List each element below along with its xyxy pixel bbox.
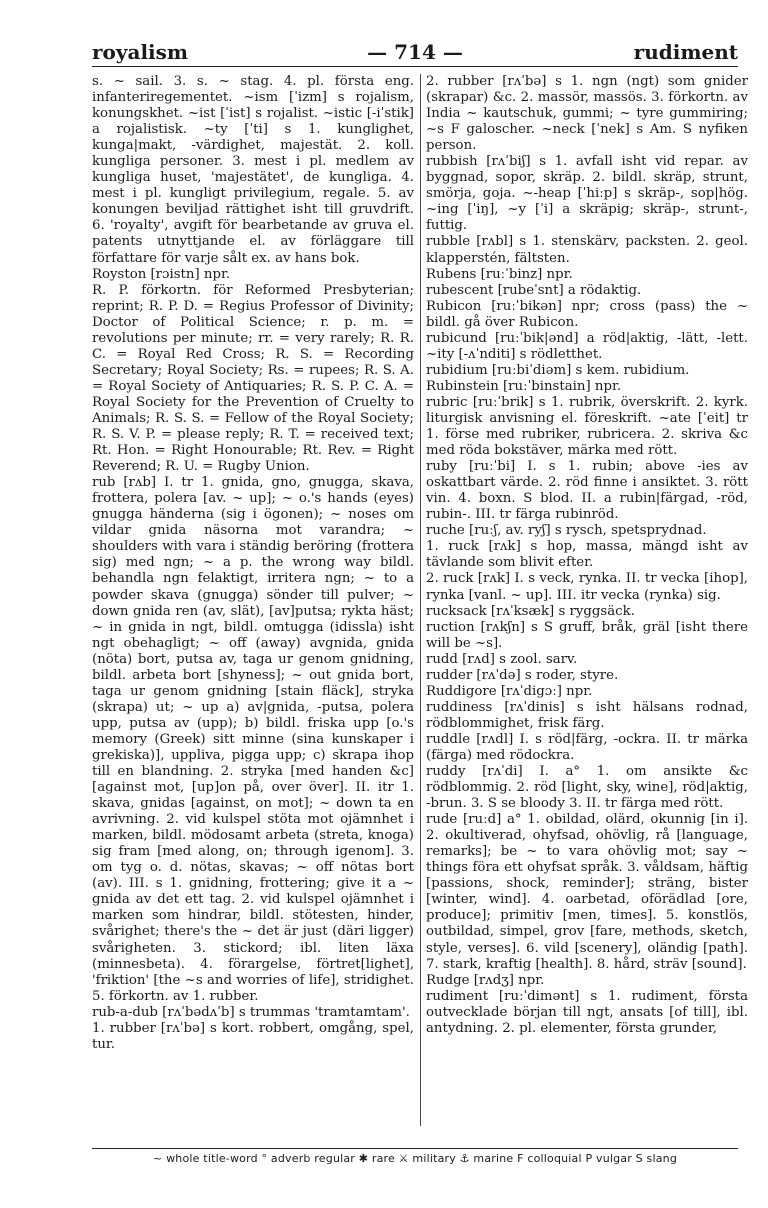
dictionary-entry: R. P. förkortn. för Reformed Presbyterian; reprint; R. P. D. = Regius Professor of Divinity; Doctor of Political Science; r. p. m. = revolutions per minute; rr. = very rarely; R. R. C. = Royal Red Cross; R. S. = Recording Secretary; Royal Society; Rs. = rupees; R. S. A. = Royal Society of Antiquaries; R. S. P. C. A. = Royal Society for the Prevention of Cruelty to Animals; R. S. S. = Fellow of the Royal Society; R. S. V. P. = please reply; R. T. = received text; Rt. Hon. = Right Honourable; Rt. Rev. = Right Reverend; R. U. = Rugby Union.: [92, 282, 414, 475]
dictionary-entry: ruction [rʌkʃn] s S gruff, bråk, gräl [isht there will be ~s].: [426, 619, 748, 651]
dictionary-entry: rudiment [ruːˈdimənt] s 1. rudiment, första outvecklade början till ngt, ansats [of till], ibl. antydning. 2. pl. elementer, första grunder,: [426, 988, 748, 1036]
dictionary-entry: rubble [rʌbl] s 1. stenskärv, packsten. 2. geol. klapperstén, fältsten.: [426, 234, 748, 266]
dictionary-entry: Royston [rɔistn] npr.: [92, 266, 231, 282]
dictionary-entry: Ruddigore [rʌˈdigɔː] npr.: [426, 683, 593, 699]
dictionary-entry: ruche [ruːʃ, av. ryʃ] s rysch, spetsprydnad.: [426, 523, 707, 539]
footer-rule: [92, 1148, 738, 1149]
dictionary-entry: Rubinstein [ruːˈbinstain] npr.: [426, 378, 622, 394]
dictionary-entry: rub [rʌb] I. tr 1. gnida, gno, gnugga, skava, frottera, polera [av. ~ up]; ~ o.'s hands (eyes) gnugga händerna (sig i ögonen); ~ noses om vildar gnida näsorna mot varandra; ~ shoulders with vara i ständig beröring (frottera sig) med ngn; ~ a p. the wrong way bildl. behandla ngn felaktigt, irritera ngn; ~ to a powder skava (gnugga) sönder till pulver; ~ down gnida ren (av, slät), [av]putsa; rykta häst; ~ in gnida in ngt, bildl. omtugga (idissla) isht ngt obehagligt; ~ off (away) avgnida, gnida (nöta) bort, putsa av, taga ur genom gnidning, bildl. arbeta bort [shyness]; ~ out gnida bort, taga ur genom gnidning [stain fläck], stryka (skrapa) ut; ~ up a) av|gnida, -putsa, polera upp, putsa av (upp); b) bildl. friska upp [o.'s memory (Greek) sitt minne (sina kunskaper i grekiska)], uppliva, pigga upp; c) skrapa ihop till en blandning. 2. stryka [med handen &c] [against mot, [up]on på, over över]. II. itr 1. skava, gnidas [against, on mot]; ~ down ta en avrivning. 2. vid kulspel stöta mot ojämnhet i marken, bildl. mödosamt arbeta (streta, knoga) sig fram [med along, on; through igenom]. 3. om tyg o. d. nötas, skavas; ~ off nötas bort (av). III. s 1. gnidning, frottering; give it a ~ gnida av det ett tag. 2. vid kulspel ojämnhet i marken som hindrar, bildl. stötesten, hinder, svårighet; there's the ~ det är just (däri ligger) svårigheten. 3. stickord; ibl. liten läxa (minnesbeta). 4. förargelse, förtret[lighet], 'friktion' [the ~s and worries of life], stridighet. 5. förkortn. av 1. rubber.: [92, 475, 414, 1004]
dictionary-entry: rubescent [rubeˈsnt] a rödaktig.: [426, 282, 642, 298]
dictionary-entry: Rubens [ruːˈbinz] npr.: [426, 266, 573, 282]
right-column: [426, 74, 748, 1037]
dictionary-entry: 1. ruck [rʌk] s hop, massa, mängd isht av tävlande som blivit efter.: [426, 539, 748, 571]
dictionary-entry: rude [ruːd] a° 1. obildad, olärd, okunnig [in i]. 2. okultiverad, ohyfsad, ohövlig, rå [language, remarks]; be ~ to vara ohövlig mot; say ~ things föra ett ohyfsat språk. 3. våldsam, häftig [passions, shock, reminder]; sträng, bister [winter, wind]. 4. oarbetad, oförädlad [ore, produce]; primitiv [men, times]. 5. konstlös, outbildad, simpel, grov [fare, methods, sketch, style, verses]. 6. vild [scenery], oländig [path]. 7. stark, kraftig [health]. 8. hård, sträv [sound].: [426, 812, 748, 972]
dictionary-entry: ruddy [rʌˈdi] I. a° 1. om ansikte &c rödblommig. 2. röd [light, sky, wine], röd|aktig, -brun. 3. S se bloody 3. II. tr färga med rött.: [426, 764, 748, 812]
dictionary-entry: rudder [rʌˈdə] s roder, styre.: [426, 667, 619, 683]
left-column: [92, 74, 414, 1053]
header-right-guide-word: rudiment: [633, 40, 738, 64]
dictionary-entry: rubbish [rʌˈbiʃ] s 1. avfall isht vid repar. av byggnad, sopor, skräp. 2. bildl. skräp, strunt, smörja, goja. ~-heap [ˈhiːp] s skräp-, sop|hög. ~ing [ˈiŋ], ~y [ˈi] a skräpig; skräp-, strunt-, futtig.: [426, 154, 748, 234]
dictionary-entry: 2. rubber [rʌˈbə] s 1. ngn (ngt) som gnider (skrapar) &c. 2. massör, massös. 3. förkortn. av India ~ kautschuk, gummi; ~ tyre gummiring; ~s F galoscher. ~neck [ˈnek] s Am. S nyfiken person.: [426, 74, 748, 154]
dictionary-entry: rubicund [ruːˈbik|ənd] a röd|aktig, -lätt, -lett. ~ity [-ʌˈnditi] s rödletthet.: [426, 330, 748, 362]
column-divider: [420, 74, 421, 1126]
page-number: — 714 —: [367, 40, 463, 64]
dictionary-entry: rubidium [ruːbiˈdiəm] s kem. rubidium.: [426, 362, 690, 378]
dictionary-entry: rubric [ruːˈbrik] s 1. rubrik, överskrift. 2. kyrk. liturgisk anvisning el. föreskrift. ~ate [ˈeit] tr 1. förse med rubriker, rubricera. 2. skriva &c med röda bokstäver, märka med rött.: [426, 394, 748, 459]
dictionary-entry: rucksack [rʌˈksæk] s ryggsäck.: [426, 603, 635, 619]
dictionary-entry: ruddiness [rʌˈdinis] s isht hälsans rodnad, rödblommighet, frisk färg.: [426, 699, 748, 731]
dictionary-entry: ruddle [rʌdl] I. s röd|färg, -ockra. II. tr märka (färga) med rödockra.: [426, 731, 748, 763]
dictionary-entry: 2. ruck [rʌk] I. s veck, rynka. II. tr vecka [ihop], rynka [vanl. ~ up]. III. itr vecka (rynka) sig.: [426, 571, 748, 603]
dictionary-entry: ruby [ruːˈbi] I. s 1. rubin; above -ies av oskattbart värde. 2. röd finne i ansiktet. 3. rött vin. 4. boxn. S blod. II. a rubin|färgad, -röd, rubin-. III. tr färga rubinröd.: [426, 459, 748, 523]
dictionary-entry: Rubicon [ruːˈbikən] npr; cross (pass) the ~ bildl. gå över Rubicon.: [426, 298, 748, 330]
dictionary-entry: Rudge [rʌdʒ] npr.: [426, 972, 545, 988]
dictionary-entry: 1. rubber [rʌˈbə] s kort. robbert, omgång, spel, tur.: [92, 1020, 414, 1052]
header-left-guide-word: royalism: [92, 40, 189, 64]
header-rule: [92, 66, 738, 67]
dictionary-entry: rudd [rʌd] s zool. sarv.: [426, 651, 578, 667]
dictionary-entry: rub-a-dub [rʌˈbədʌˈb] s trummas 'tramtamtam'.: [92, 1004, 410, 1020]
dictionary-entry: s. ~ sail. 3. s. ~ stag. 4. pl. första eng. infanteriregementet. ~ism [ˈizm] s rojalism, konungskhet. ~ist [ˈist] s rojalist. ~istic [-iˈstik] a rojalistisk. ~ty [ˈti] s 1. kunglighet, kunga|makt, -värdighet, majestät. 2. koll. kungliga personer. 3. mest i pl. medlem av kungliga huset, 'majestätet', de kungliga. 4. mest i pl. kungligt privilegium, regale. 5. av konungen beviljad rättighet isht till gruvdrift. 6. 'royalty', avgift för bearbetande av gruva el. patents utnyttjande el. av förläggare till författare för varje sålt ex. av hans bok.: [92, 74, 414, 266]
abbreviation-legend: ~ whole title-word ° adverb regular ✱ rare ⚔ military ⚓ marine F colloquial P vulgar S slang: [152, 1152, 678, 1165]
